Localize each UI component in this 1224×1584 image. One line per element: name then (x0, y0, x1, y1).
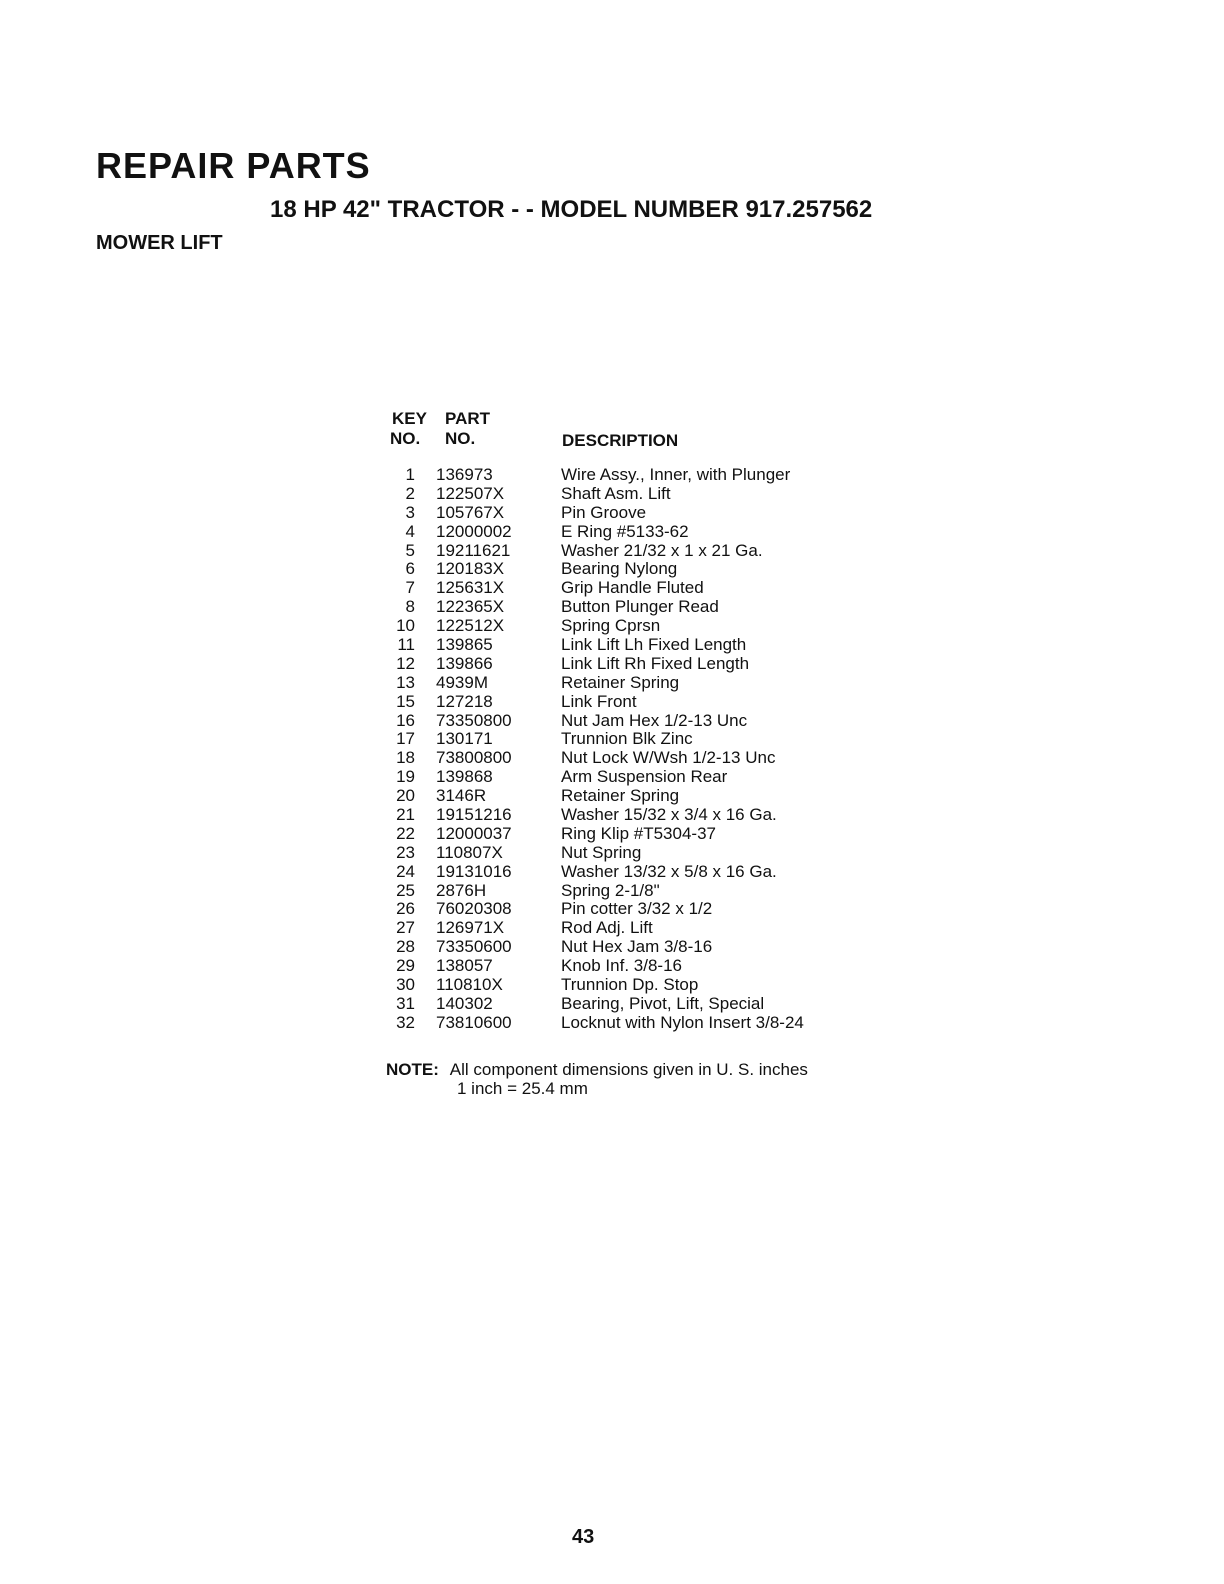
part-header-line2: NO. (445, 429, 476, 448)
key-no: 3 (405, 502, 415, 522)
key-no: 23 (396, 842, 415, 862)
part-description: Spring 2-1/8" (561, 880, 660, 900)
part-no: 139866 (436, 653, 493, 673)
key-no: 31 (396, 993, 415, 1013)
part-description: Link Lift Rh Fixed Length (561, 653, 750, 673)
page-title: REPAIR PARTS (96, 145, 371, 186)
part-no: 12000002 (436, 521, 512, 541)
part-no: 127218 (436, 691, 493, 711)
key-no: 2 (405, 483, 415, 503)
note-text-line1: All component dimensions given in U. S. inches (449, 1060, 808, 1079)
part-no: 110810X (436, 975, 503, 995)
part-description: Knob Inf. 3/8-16 (561, 956, 682, 976)
part-description: Washer 21/32 x 1 x 21 Ga. (561, 540, 763, 560)
part-no: 122365X (436, 597, 505, 617)
part-description: Washer 13/32 x 5/8 x 16 Ga. (561, 861, 777, 881)
part-description: E Ring #5133-62 (561, 521, 689, 541)
key-no: 16 (396, 710, 415, 730)
part-description: Pin cotter 3/32 x 1/2 (561, 899, 713, 919)
model-heading: 18 HP 42" TRACTOR - - MODEL NUMBER 917.257562 (270, 196, 873, 223)
key-no: 21 (396, 805, 415, 825)
key-header-line2: NO. (390, 429, 421, 448)
part-no: 12000037 (436, 823, 512, 843)
part-description: Shaft Asm. Lift (561, 483, 671, 503)
part-description: Arm Suspension Rear (561, 767, 728, 787)
key-no: 10 (396, 616, 415, 636)
part-description: Washer 15/32 x 3/4 x 16 Ga. (561, 805, 777, 825)
part-no: 125631X (436, 578, 505, 598)
part-no: 136973 (436, 465, 493, 484)
key-no: 28 (396, 937, 415, 957)
part-description: Retainer Spring (561, 786, 680, 806)
key-no: 8 (405, 597, 415, 617)
part-no: 2876H (436, 880, 487, 900)
part-description: Trunnion Blk Zinc (561, 729, 693, 749)
part-description: Wire Assy., Inner, with Plunger (561, 465, 791, 484)
part-no: 126971X (436, 918, 505, 938)
key-no: 1 (405, 465, 415, 484)
part-description: Spring Cprsn (561, 616, 661, 636)
part-no: 139868 (436, 767, 493, 787)
part-no: 19131016 (436, 861, 512, 881)
description-header: DESCRIPTION (562, 431, 679, 450)
key-no: 5 (405, 540, 415, 560)
key-no: 19 (396, 767, 415, 787)
part-no: 73350800 (436, 710, 512, 730)
part-no: 130171 (436, 729, 493, 749)
part-description: Nut Spring (561, 842, 642, 862)
part-description: Retainer Spring (561, 672, 680, 692)
key-no: 30 (396, 975, 415, 995)
part-no: 140302 (436, 993, 493, 1013)
key-no: 26 (396, 899, 415, 919)
key-no: 7 (405, 578, 415, 598)
part-description: Ring Klip #T5304-37 (561, 823, 716, 843)
key-no: 18 (396, 748, 415, 768)
note-label: NOTE: (386, 1060, 439, 1079)
key-no: 27 (396, 918, 415, 938)
part-no: 76020308 (436, 899, 512, 919)
part-no: 73810600 (436, 1012, 512, 1032)
part-no: 4939M (436, 672, 488, 692)
part-no: 138057 (436, 956, 493, 976)
part-description: Pin Groove (561, 502, 647, 522)
part-description: Nut Hex Jam 3/8-16 (561, 937, 713, 957)
part-description: Nut Lock W/Wsh 1/2-13 Unc (561, 748, 776, 768)
part-description: Rod Adj. Lift (561, 918, 653, 938)
part-description: Grip Handle Fluted (561, 578, 704, 598)
part-no: 3146R (436, 786, 487, 806)
part-description: Button Plunger Read (561, 597, 719, 617)
key-no: 32 (396, 1012, 415, 1032)
part-header-line1: PART (445, 409, 491, 428)
part-no: 122512X (436, 616, 505, 636)
key-no: 6 (405, 559, 415, 579)
key-no: 20 (396, 786, 415, 806)
part-description: Bearing, Pivot, Lift, Special (561, 993, 765, 1013)
key-no: 24 (396, 861, 415, 881)
part-description: Locknut with Nylon Insert 3/8-24 (561, 1012, 804, 1032)
part-no: 139865 (436, 635, 493, 655)
key-no: 11 (397, 635, 415, 655)
key-header-line1: KEY (392, 409, 427, 428)
part-no: 19211621 (436, 540, 511, 560)
key-no: 15 (396, 691, 415, 711)
section-title: MOWER LIFT (96, 232, 223, 254)
part-description: Link Lift Lh Fixed Length (561, 635, 747, 655)
part-description: Bearing Nylong (561, 559, 678, 579)
key-no: 13 (396, 672, 415, 692)
note-text-line2: 1 inch = 25.4 mm (457, 1079, 588, 1098)
part-description: Nut Jam Hex 1/2-13 Unc (561, 710, 748, 730)
key-no: 12 (396, 653, 415, 673)
note-line1 (386, 1060, 808, 1079)
part-no: 110807X (436, 842, 503, 862)
note (386, 1060, 808, 1098)
part-description: Trunnion Dp. Stop (561, 975, 699, 995)
part-no: 105767X (436, 502, 505, 522)
key-no: 22 (396, 823, 415, 843)
part-no: 73800800 (436, 748, 512, 768)
part-no: 73350600 (436, 937, 512, 957)
part-no: 19151216 (436, 805, 512, 825)
key-no: 17 (396, 729, 415, 749)
part-no: 120183X (436, 559, 505, 579)
page-number: 43 (572, 1526, 595, 1548)
key-no: 25 (396, 880, 415, 900)
part-no: 122507X (436, 483, 505, 503)
key-no: 29 (396, 956, 415, 976)
part-description: Link Front (561, 691, 637, 711)
key-no: 4 (405, 521, 415, 541)
